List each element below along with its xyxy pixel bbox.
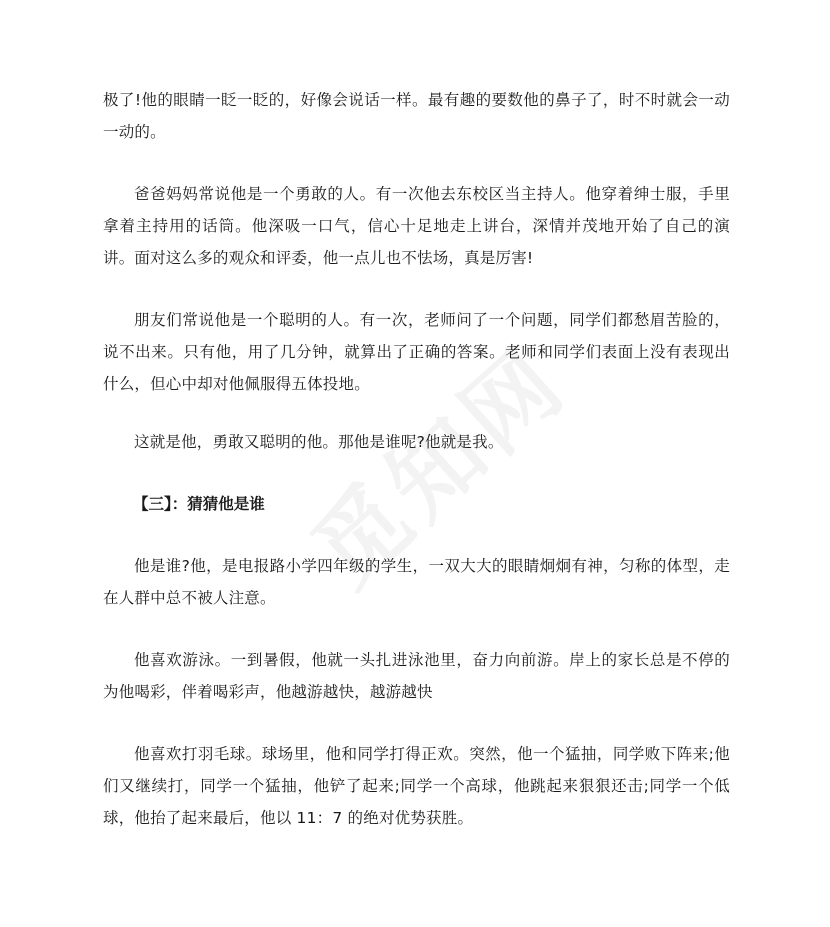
paragraph-badminton: 他喜欢打羽毛球。球场里，他和同学打得正欢。突然，他一个猛抽，同学败下阵来;他们又继续打，同学一个猛抽，他铲了起来;同学一个高球，他跳起来狠狠还击;同学一个低球，他抬了起来最后，他以 11：7 的绝对优势获胜。 <box>103 745 730 827</box>
paragraph-continuation: 极了!他的眼睛一眨一眨的，好像会说话一样。最有趣的要数他的鼻子了，时不时就会一动一动的。 <box>103 91 730 141</box>
paragraph-smart: 朋友们常说他是一个聪明的人。有一次，老师问了一个问题，同学们都愁眉苦脸的，说不出来。只有他，用了几分钟，就算出了正确的答案。老师和同学们表面上没有表现出什么，但心中却对他佩服得五体投地。 <box>103 311 730 393</box>
section-heading: 【三】：猜猜他是谁 <box>133 495 265 513</box>
paragraph-who: 他是谁?他，是电报路小学四年级的学生，一双大大的眼睛炯炯有神，匀称的体型，走在人群中总不被人注意。 <box>103 557 730 607</box>
document-body <box>103 84 730 834</box>
paragraph-conclusion: 这就是他，勇敢又聪明的他。那他是谁呢?他就是我。 <box>134 433 504 451</box>
paragraph-swimming: 他喜欢游泳。一到暑假，他就一头扎进泳池里，奋力向前游。岸上的家长总是不停的为他喝彩，伴着喝彩声，他越游越快，越游越快 <box>103 651 730 701</box>
paragraph-brave: 爸爸妈妈常说他是一个勇敢的人。有一次他去东校区当主持人。他穿着绅士服，手里拿着主持用的话筒。他深吸一口气，信心十足地走上讲台，深情并茂地开始了自己的演讲。面对这么多的观众和评委，他一点儿也不怯场，真是厉害! <box>103 185 730 267</box>
